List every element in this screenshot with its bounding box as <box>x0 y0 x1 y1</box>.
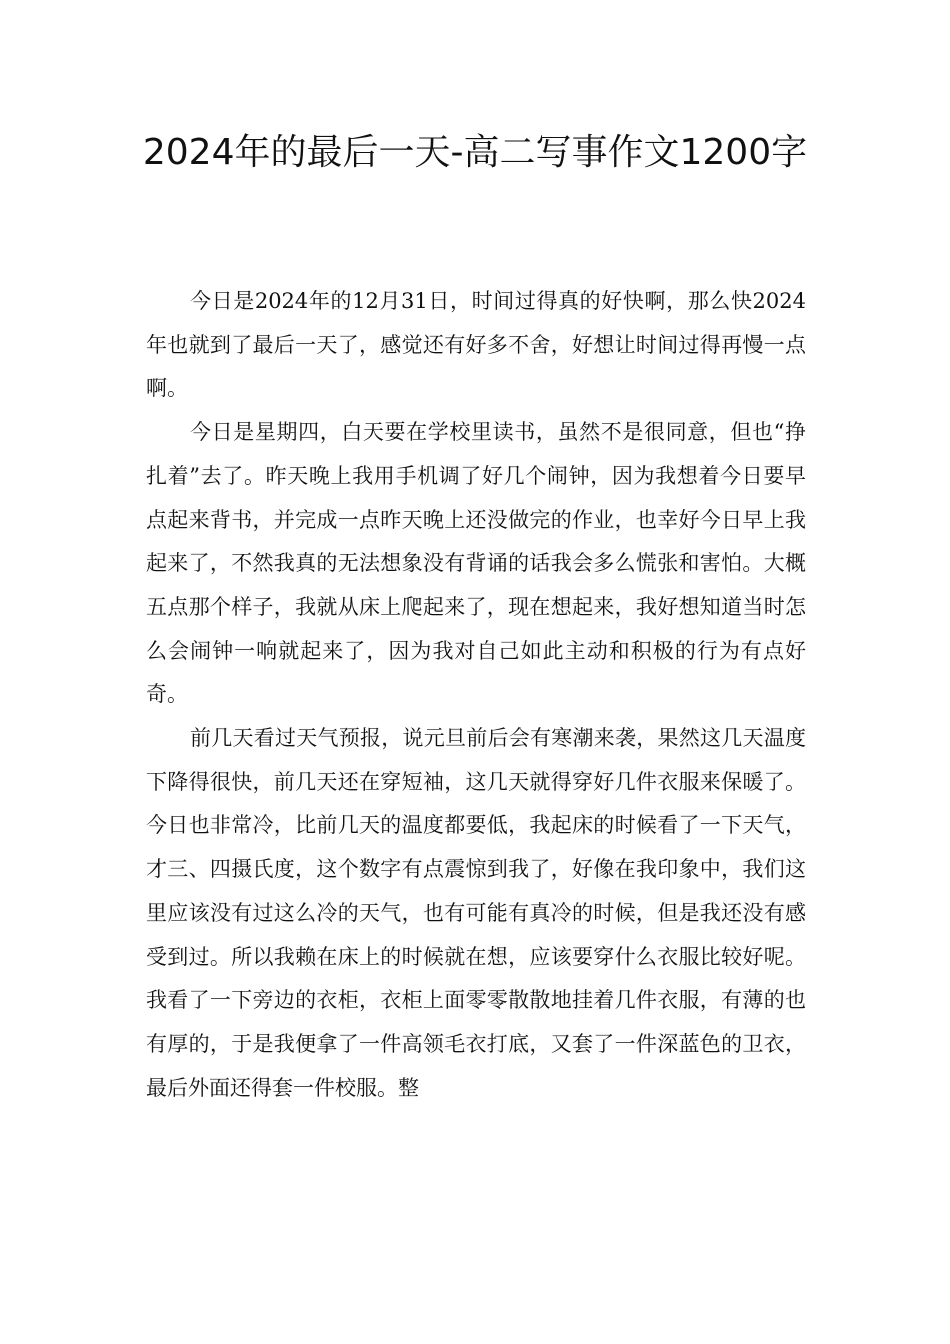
paragraph-2: 今日是星期四，白天要在学校里读书，虽然不是很同意，但也“挣扎着”去了。昨天晚上我用手机调了好几个闹钟，因为我想着今日要早点起来背书，并完成一点昨天晚上还没做完的作业，也幸好今日早上我起来了，不然我真的无法想象没有背诵的话我会多么慌张和害怕。大概五点那个样子，我就从床上爬起来了，现在想起来，我好想知道当时怎么会闹钟一响就起来了，因为我对自己如此主动和积极的行为有点好奇。 <box>146 420 806 707</box>
document-body <box>146 280 806 1110</box>
paragraph-3: 前几天看过天气预报，说元旦前后会有寒潮来袭，果然这几天温度下降得很快，前几天还在穿短袖，这几天就得穿好几件衣服来保暖了。今日也非常冷，比前几天的温度都要低，我起床的时候看了一下天气，才三、四摄氏度，这个数字有点震惊到我了，好像在我印象中，我们这里应该没有过这么冷的天气，也有可能有真冷的时候，但是我还没有感受到过。所以我赖在床上的时候就在想，应该要穿什么衣服比较好呢。我看了一下旁边的衣柜，衣柜上面零零散散地挂着几件衣服，有薄的也有厚的，于是我便拿了一件高领毛衣打底，又套了一件深蓝色的卫衣，最后外面还得套一件校服。整 <box>146 726 806 1100</box>
paragraph-1: 今日是2024年的12月31日，时间过得真的好快啊，那么快2024年也就到了最后一天了，感觉还有好多不舍，好想让时间过得再慢一点啊。 <box>146 289 806 401</box>
document-title: 2024年的最后一天-高二写事作文1200字 <box>142 132 808 173</box>
